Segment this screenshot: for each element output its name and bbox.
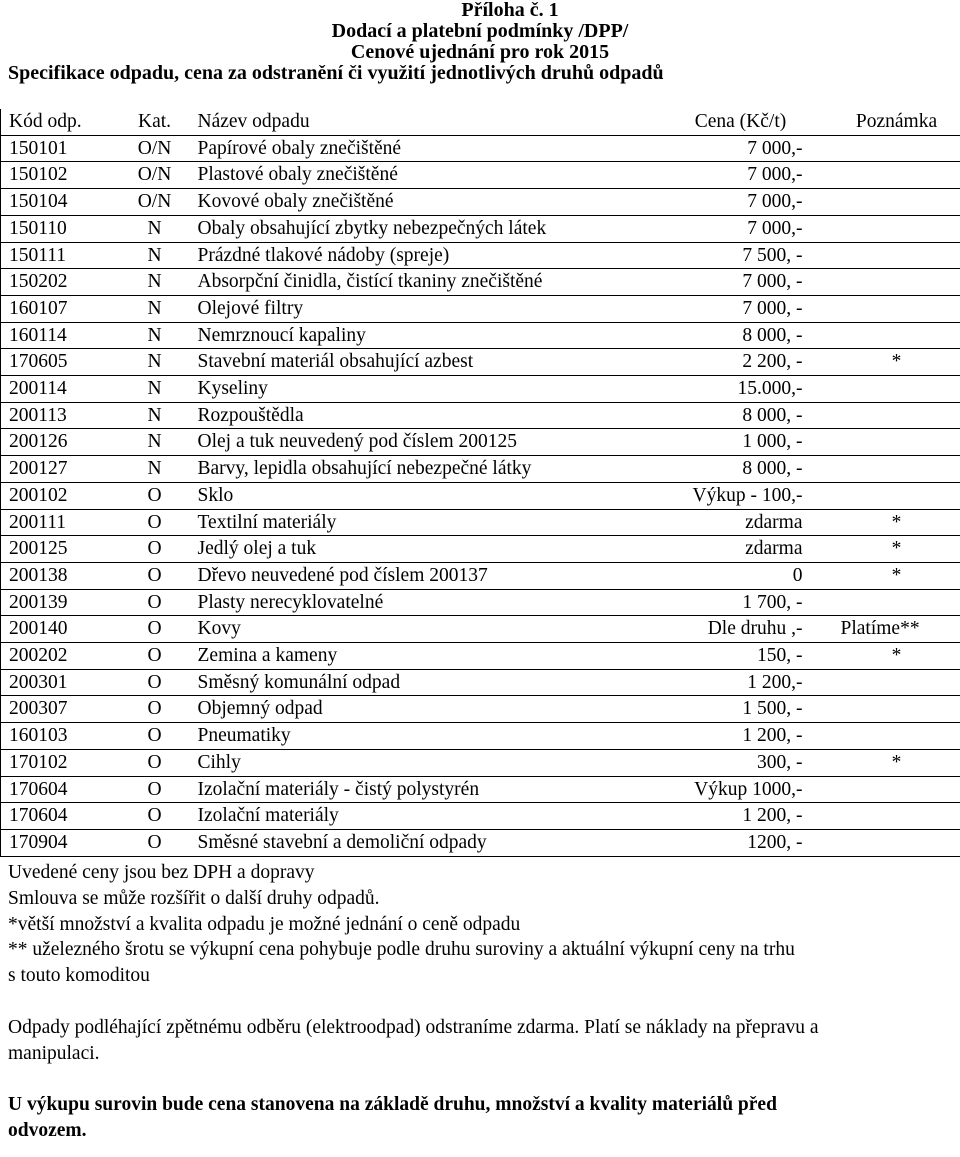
cell-note: * [891,564,902,586]
cell-name: Cihly [197,751,241,773]
cell-note [833,322,960,349]
cell-note: * [891,645,902,667]
cell-name: Dřevo neuvedené pod číslem 200137 [197,564,488,586]
cell-category: O [147,484,162,506]
cell-name: Kovové obaly znečištěné [197,191,394,213]
cell-category: N [147,378,162,400]
cell-code: 170605 [1,349,124,376]
cell-category: O [147,805,162,827]
cell-category: N [147,217,162,239]
table-row [1,803,960,830]
cell-note [833,269,960,296]
cell-category: O [147,725,162,747]
table-row [1,429,960,456]
annex-label: Příloha č. 1 [461,0,559,21]
table-row [1,135,960,162]
note-electro-waste-cont: manipulaci. [8,1042,100,1064]
table-row [1,616,960,643]
cell-code: 160107 [1,295,124,322]
table-row [1,482,960,509]
cell-price: 0 [792,564,803,586]
cell-code: 200139 [1,589,124,616]
column-header-price: Cena (Kč/t) [694,111,787,132]
cell-code: 200127 [1,456,124,483]
cell-name: Kovy [197,618,241,640]
cell-note [833,295,960,322]
cell-name: Směsné stavební a demoliční odpady [197,831,487,853]
cell-code: 200307 [1,696,124,723]
cell-price: zdarma [745,538,803,560]
cell-price: 8 000, - [742,404,803,426]
table-header-row [1,109,960,135]
column-header-category: Kat. [137,111,172,132]
cell-price: 2 200, - [742,351,803,373]
cell-price: 7 500, - [742,244,803,266]
cell-name: Nemrznoucí kapaliny [197,324,366,346]
table-row [1,456,960,483]
cell-price: 1 000, - [742,431,803,453]
table-row [1,536,960,563]
cell-note [833,829,960,856]
table-row [1,215,960,242]
table-row [1,669,960,696]
cell-price: Dle druhu ,- [707,618,803,640]
cell-code: 170102 [1,749,124,776]
cell-price: 1 200, - [742,725,803,747]
cell-name: Izolační materiály [197,805,339,827]
cell-category: O [147,671,162,693]
table-row [1,696,960,723]
cell-price: 1 700, - [742,591,803,613]
table-row [1,376,960,403]
cell-name: Stavební materiál obsahující azbest [197,351,474,373]
note-vat: Uvedené ceny jsou bez DPH a dopravy [8,862,315,883]
note-double-asterisk: ** uželezného šrotu se výkupní cena pohybuje podle druhu suroviny a aktuální výkupní ceny na trhu [8,939,795,961]
cell-name: Obaly obsahující zbytky nebezpečných látek [197,217,547,239]
cell-code: 170604 [1,803,124,830]
cell-category: N [147,431,162,453]
cell-name: Olejové filtry [197,297,304,319]
table-row [1,162,960,189]
cell-code: 200102 [1,482,124,509]
cell-note [833,589,960,616]
cell-code: 200114 [1,376,124,403]
cell-code: 200125 [1,536,124,563]
cell-name: Kyseliny [197,378,268,400]
document-header [0,0,960,84]
cell-price: 1 200, - [742,805,803,827]
cell-note: Platíme** [840,618,920,640]
cell-note [833,242,960,269]
cell-note [833,189,960,216]
cell-category: O [147,645,162,667]
document-subtitle: Cenové ujednání pro rok 2015 [350,41,610,63]
cell-code: 200301 [1,669,124,696]
cell-note [833,215,960,242]
table-row [1,269,960,296]
cell-category: N [147,458,162,480]
cell-name: Plasty nerecyklovatelné [197,591,384,613]
notes-section [8,860,953,1144]
column-header-note: Poznámka [855,111,938,132]
table-row [1,189,960,216]
table-row [1,776,960,803]
cell-code: 150111 [1,242,124,269]
cell-note [833,723,960,750]
note-purchase-price: U výkupu surovin bude cena stanovena na základě druhu, množství a kvality materiálů před [8,1094,777,1116]
cell-code: 200138 [1,562,124,589]
document-title: Dodací a platební podmínky /DPP/ [331,20,629,42]
cell-category: N [147,297,162,319]
cell-note: * [891,351,902,373]
cell-price: 1 200,- [747,671,803,693]
table-row [1,242,960,269]
table-row [1,723,960,750]
cell-note [833,429,960,456]
cell-name: Pneumatiky [197,725,291,747]
cell-price: Výkup - 100,- [692,484,803,506]
cell-category: O [147,618,162,640]
cell-note [833,669,960,696]
cell-price: 15.000,- [737,378,803,400]
cell-code: 200126 [1,429,124,456]
cell-category: O [147,564,162,586]
cell-note [833,376,960,403]
cell-name: Textilní materiály [197,511,337,533]
cell-category: O [147,778,162,800]
cell-note: * [891,751,902,773]
cell-note [833,135,960,162]
cell-name: Jedlý olej a tuk [197,538,317,560]
cell-category: N [147,351,162,373]
cell-name: Sklo [197,484,234,506]
cell-name: Objemný odpad [197,698,323,720]
column-header-code: Kód odp. [1,109,124,135]
cell-category: O [147,751,162,773]
cell-category: N [147,244,162,266]
cell-code: 170904 [1,829,124,856]
cell-code: 200111 [1,509,124,536]
cell-price: 150, - [757,645,803,667]
cell-price: 7 000,- [747,164,803,186]
cell-price: 8 000, - [742,324,803,346]
cell-note [833,402,960,429]
cell-price: 7 000, - [742,297,803,319]
cell-name: Papírové obaly znečištěné [197,137,402,159]
cell-category: N [147,324,162,346]
cell-note [833,456,960,483]
cell-price: 8 000, - [742,458,803,480]
cell-code: 170604 [1,776,124,803]
waste-price-table [0,109,960,857]
cell-price: 1200, - [747,831,803,853]
cell-code: 150110 [1,215,124,242]
note-double-asterisk-cont: s touto komoditou [8,965,150,987]
table-row [1,509,960,536]
cell-price: Výkup 1000,- [694,778,803,800]
note-electro-waste: Odpady podléhající zpětnému odběru (elektroodpad) odstraníme zdarma. Platí se náklady na přepravu a [8,1016,819,1038]
cell-code: 150104 [1,189,124,216]
note-contract-extension: Smlouva se může rozšířit o další druhy odpadů. [8,887,380,909]
cell-code: 200202 [1,643,124,670]
table-row [1,749,960,776]
cell-price: 7 000, - [742,271,803,293]
cell-note [833,162,960,189]
note-purchase-price-cont: odvozem. [8,1119,87,1141]
cell-name: Zemina a kameny [197,645,338,667]
table-row [1,322,960,349]
cell-name: Izolační materiály - čistý polystyrén [197,778,480,800]
cell-category: O [147,831,162,853]
cell-price: 7 000,- [747,191,803,213]
note-single-asterisk: *větší množství a kvalita odpadu je možné jednání o ceně odpadu [8,913,521,935]
cell-category: O/N [137,164,172,186]
cell-name: Barvy, lepidla obsahující nebezpečné látky [197,458,532,480]
cell-name: Olej a tuk neuvedený pod číslem 200125 [197,431,518,453]
table-row [1,402,960,429]
table-row [1,643,960,670]
cell-category: O [147,591,162,613]
cell-note: * [891,511,902,533]
cell-category: O/N [137,137,172,159]
cell-price: zdarma [745,511,803,533]
cell-price: 7 000,- [747,137,803,159]
cell-category: O [147,511,162,533]
cell-name: Plastové obaly znečištěné [197,164,398,186]
cell-category: N [147,404,162,426]
column-header-name: Název odpadu [197,111,310,132]
cell-note: * [891,538,902,560]
cell-note [833,482,960,509]
cell-name: Absorpční činidla, čistící tkaniny znečištěné [197,271,543,293]
cell-note [833,696,960,723]
cell-name: Prázdné tlakové nádoby (spreje) [197,244,450,266]
cell-code: 150202 [1,269,124,296]
cell-code: 200113 [1,402,124,429]
cell-category: O [147,698,162,720]
cell-note [833,776,960,803]
table-row [1,349,960,376]
table-row [1,295,960,322]
cell-price: 1 500, - [742,698,803,720]
cell-code: 200140 [1,616,124,643]
cell-category: O [147,538,162,560]
cell-price: 300, - [757,751,803,773]
cell-code: 150101 [1,135,124,162]
specification-heading: Specifikace odpadu, cena za odstranění či využití jednotlivých druhů odpadů [8,62,664,84]
cell-code: 160103 [1,723,124,750]
cell-category: O/N [137,191,172,213]
table-row [1,589,960,616]
table-row [1,562,960,589]
cell-price: 7 000,- [747,217,803,239]
cell-note [833,803,960,830]
cell-category: N [147,271,162,293]
cell-name: Rozpouštědla [197,404,304,426]
table-row [1,829,960,856]
cell-code: 160114 [1,322,124,349]
cell-name: Směsný komunální odpad [197,671,401,693]
cell-code: 150102 [1,162,124,189]
